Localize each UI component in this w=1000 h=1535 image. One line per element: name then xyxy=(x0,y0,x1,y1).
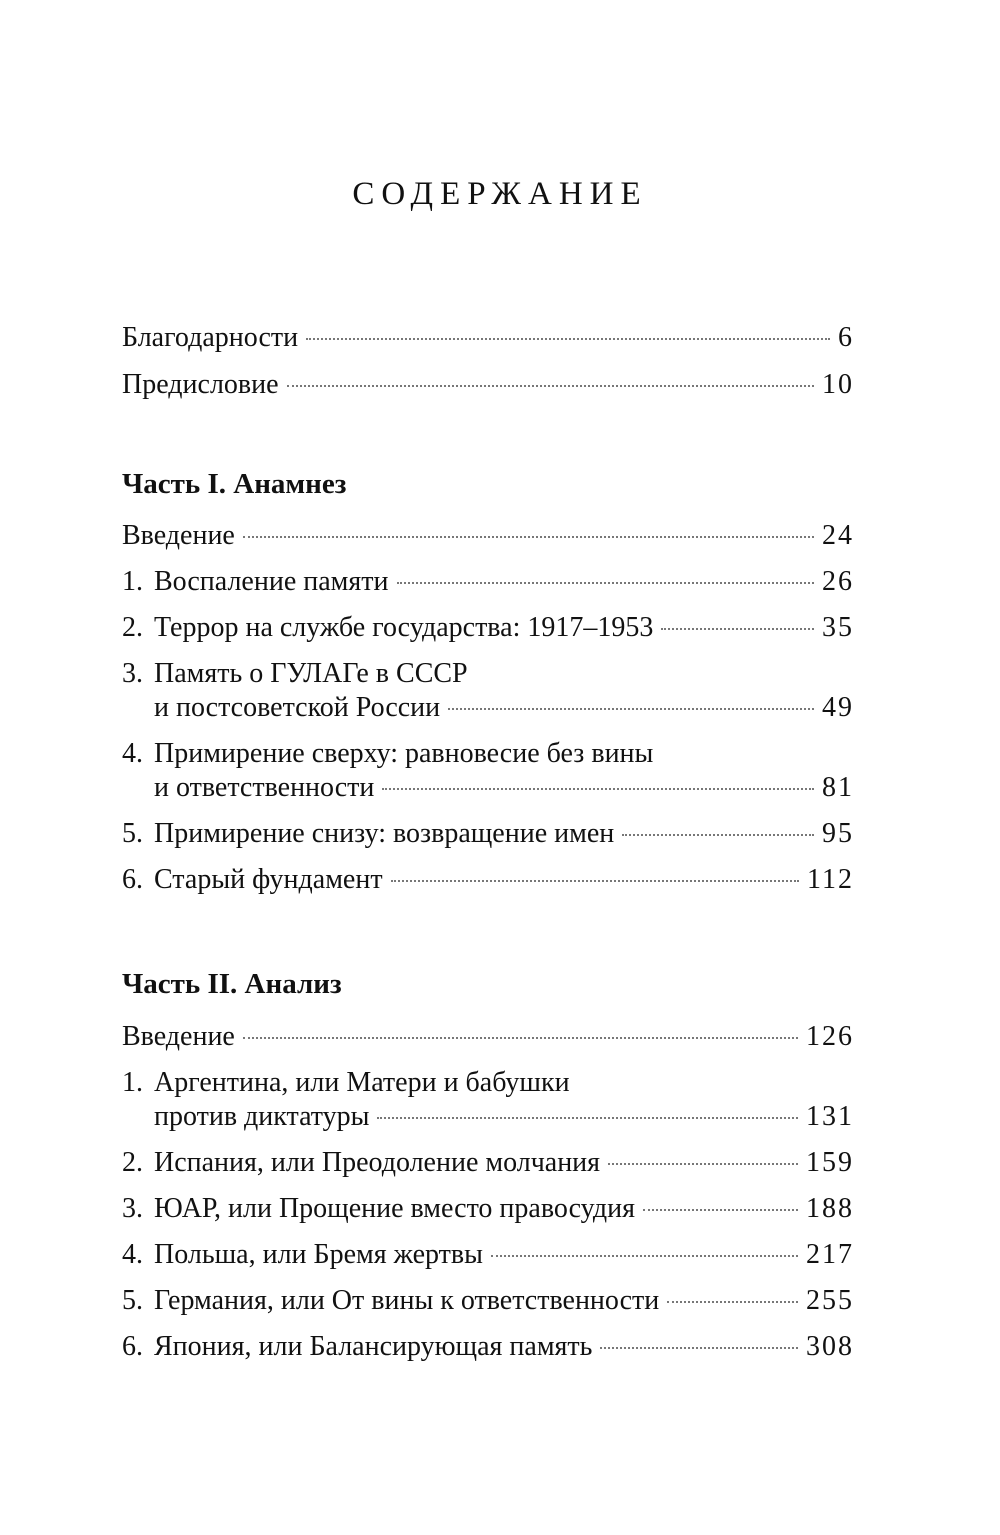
toc-entry-part2-ch4[interactable] xyxy=(122,1238,854,1272)
toc-entry-part1-ch3[interactable] xyxy=(122,657,854,725)
page-number: 35 xyxy=(822,612,854,643)
page-number: 159 xyxy=(806,1147,854,1178)
entry-label: ЮАР, или Прощение вместо правосудия xyxy=(154,1193,635,1224)
toc-entry-part2-ch6[interactable] xyxy=(122,1330,854,1364)
page-number: 255 xyxy=(806,1285,854,1316)
page-number: 26 xyxy=(822,566,854,597)
dot-leader xyxy=(287,384,814,387)
page-number: 126 xyxy=(806,1021,854,1052)
entry-label-line1: Аргентина, или Матери и бабушки xyxy=(154,1067,570,1098)
entry-label: Япония, или Балансирующая память xyxy=(154,1331,593,1362)
toc-entry-part2-ch5[interactable] xyxy=(122,1284,854,1318)
entry-label: Введение xyxy=(122,1021,235,1052)
page-number: 10 xyxy=(822,369,854,400)
dot-leader xyxy=(391,879,799,882)
chapter-number: 1. xyxy=(122,566,143,597)
entry-label-line2: и постсоветской России xyxy=(154,692,441,723)
dot-leader xyxy=(608,1162,798,1165)
part2-heading: Часть II. Анализ xyxy=(122,968,342,1000)
chapter-number: 2. xyxy=(122,612,143,643)
entry-label: Введение xyxy=(122,520,235,551)
entry-label-line2: против диктатуры xyxy=(154,1101,370,1132)
page-number: 188 xyxy=(806,1193,854,1224)
dot-leader xyxy=(306,337,830,340)
dot-leader xyxy=(377,1116,798,1119)
dot-leader xyxy=(661,627,814,630)
chapter-number: 1. xyxy=(122,1067,143,1098)
entry-label: Воспаление памяти xyxy=(154,566,389,597)
toc-entry-part1-ch1[interactable] xyxy=(122,565,854,599)
toc-entry-part1-ch4[interactable] xyxy=(122,737,854,805)
page-number: 131 xyxy=(806,1101,854,1132)
toc-entry-part1-ch2[interactable] xyxy=(122,611,854,645)
entry-label: Примирение снизу: возвращение имен xyxy=(154,818,615,849)
entry-label: Предисловие xyxy=(122,369,279,400)
entry-label: Польша, или Бремя жертвы xyxy=(154,1239,483,1270)
page-title: СОДЕРЖАНИЕ xyxy=(352,176,648,212)
toc-entry-part1-ch5[interactable] xyxy=(122,817,854,851)
part2-toc xyxy=(122,1020,854,1364)
dot-leader xyxy=(491,1254,798,1257)
page-number: 81 xyxy=(822,772,854,803)
front-matter xyxy=(122,321,854,402)
chapter-number: 4. xyxy=(122,1239,143,1270)
entry-label: Германия, или От вины к ответственности xyxy=(154,1285,660,1316)
toc-entry-preface[interactable] xyxy=(122,368,854,402)
page-number: 112 xyxy=(807,864,854,895)
dot-leader xyxy=(397,581,815,584)
chapter-number: 5. xyxy=(122,818,143,849)
dot-leader xyxy=(643,1208,798,1211)
entry-label: Испания, или Преодоление молчания xyxy=(154,1147,601,1178)
chapter-number: 2. xyxy=(122,1147,143,1178)
toc-entry-acknowledgements[interactable] xyxy=(122,321,854,355)
entry-label-line2: и ответственности xyxy=(154,772,375,803)
dot-leader xyxy=(600,1346,798,1349)
entry-label: Террор на службе государства: 1917–1953 xyxy=(154,612,654,643)
chapter-number: 3. xyxy=(122,658,143,689)
chapter-number: 6. xyxy=(122,1331,143,1362)
chapter-number: 5. xyxy=(122,1285,143,1316)
page-number: 308 xyxy=(806,1331,854,1362)
part1-heading: Часть I. Анамнез xyxy=(122,468,347,500)
dot-leader xyxy=(243,535,814,538)
dot-leader xyxy=(382,787,814,790)
chapter-number: 3. xyxy=(122,1193,143,1224)
dot-leader xyxy=(243,1036,798,1039)
entry-label: Старый фундамент xyxy=(154,864,383,895)
chapter-number: 4. xyxy=(122,738,143,769)
dot-leader xyxy=(448,707,814,710)
page-number: 217 xyxy=(806,1239,854,1270)
page-number: 95 xyxy=(822,818,854,849)
entry-label-line1: Примирение сверху: равновесие без вины xyxy=(154,738,654,769)
toc-entry-part2-intro[interactable] xyxy=(122,1020,854,1054)
entry-label: Благодарности xyxy=(122,322,299,353)
page-number: 24 xyxy=(822,520,854,551)
page-number: 49 xyxy=(822,692,854,723)
entry-label-line1: Память о ГУЛАГе в СССР xyxy=(154,658,468,689)
toc-entry-part2-ch3[interactable] xyxy=(122,1192,854,1226)
page-number: 6 xyxy=(838,322,854,353)
toc-entry-part1-ch6[interactable] xyxy=(122,863,854,897)
dot-leader xyxy=(622,833,814,836)
dot-leader xyxy=(667,1300,798,1303)
toc-entry-part2-ch1[interactable] xyxy=(122,1066,854,1134)
chapter-number: 6. xyxy=(122,864,143,895)
toc-entry-part1-intro[interactable] xyxy=(122,519,854,553)
part1-toc xyxy=(122,519,854,897)
toc-entry-part2-ch2[interactable] xyxy=(122,1146,854,1180)
